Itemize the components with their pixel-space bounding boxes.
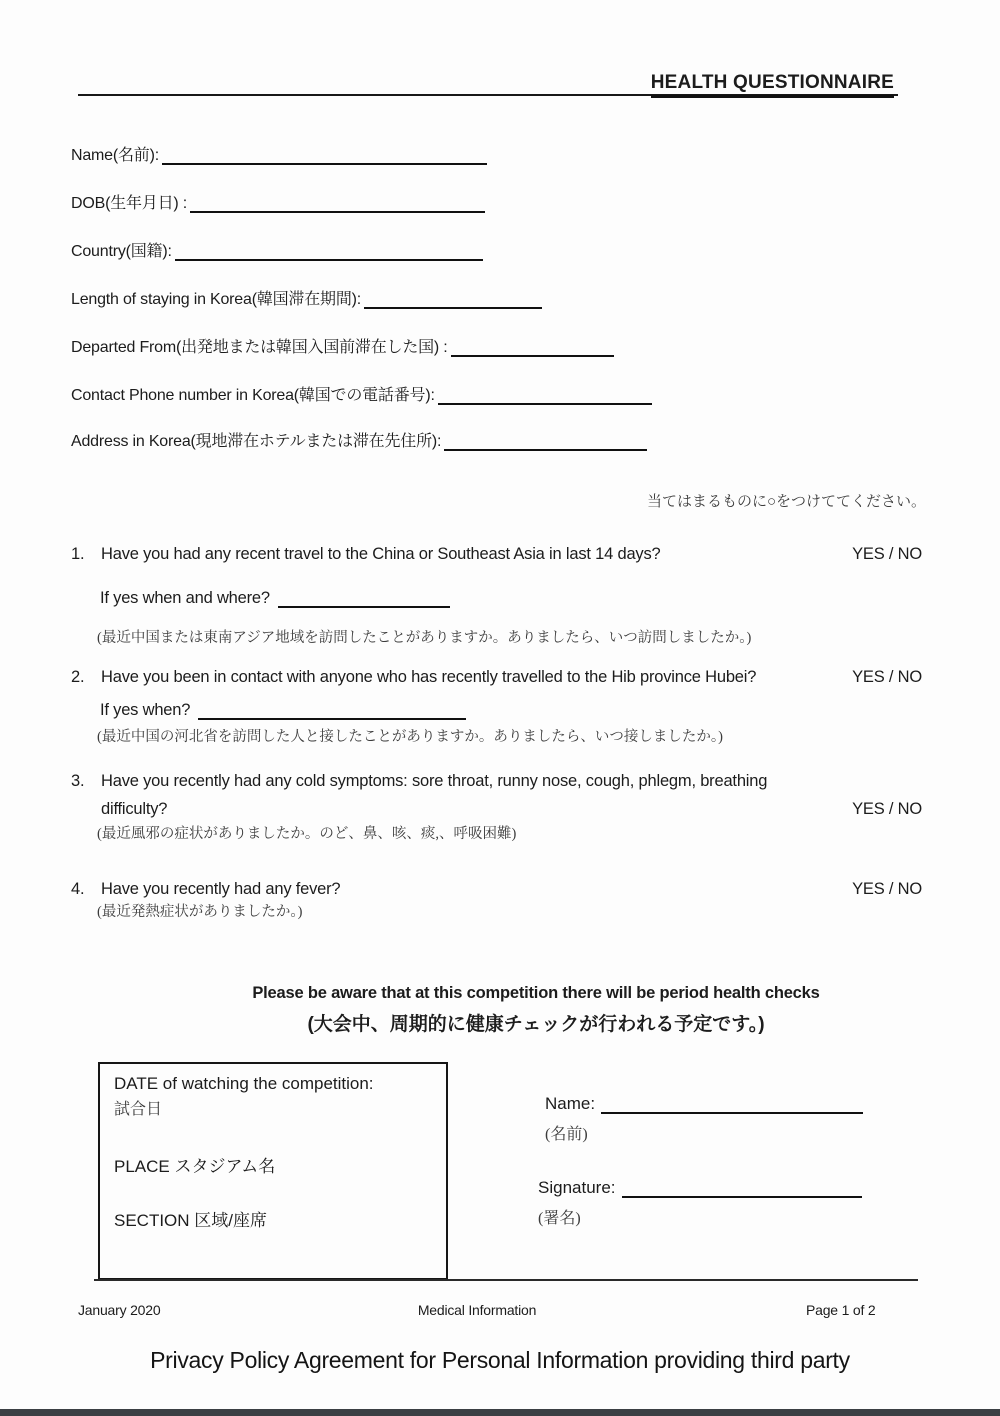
question-2-followup-label: If yes when? <box>100 701 191 719</box>
privacy-policy-title: Privacy Policy Agreement for Personal Information providing third party <box>150 1347 850 1373</box>
question-2-translation-jp: (最近中国の河北省を訪問した人と接したことがありますか。ありましたら、いつ接しましたか。) <box>97 729 723 745</box>
health-check-notice-en: Please be aware that at this competition there will be period health checks <box>252 984 820 1002</box>
length-of-stay-field-label: Length of staying in Korea(韓国滞在期間): <box>71 291 362 308</box>
health-check-notice-jp: (大会中、周期的に健康チェックが行われる予定です。) <box>307 1014 765 1035</box>
question-2-yes-no-options[interactable]: YES / NO <box>852 668 922 686</box>
question-3-yes-no-options[interactable]: YES / NO <box>852 800 922 818</box>
departed-from-input-line[interactable] <box>451 342 614 357</box>
field-row-address <box>71 428 647 451</box>
contact-phone-field-label: Contact Phone number in Korea(韓国での電話番号): <box>71 387 435 404</box>
field-row-name <box>71 142 487 165</box>
question-4-number: 4. <box>71 880 85 898</box>
length-of-stay-input-line[interactable] <box>364 294 542 309</box>
watch-date-label: DATE of watching the competition: <box>114 1074 374 1093</box>
contact-phone-input-line[interactable] <box>438 390 652 405</box>
field-row-dob <box>71 190 485 213</box>
field-row-departed-from <box>71 334 614 357</box>
signature-input-line[interactable] <box>622 1183 862 1198</box>
country-input-line[interactable] <box>175 246 483 261</box>
question-2-number: 2. <box>71 668 85 686</box>
signature-block-name-input-line[interactable] <box>601 1099 863 1114</box>
footer-page-number: Page 1 of 2 <box>806 1302 876 1318</box>
address-input-line[interactable] <box>444 436 647 451</box>
footer-rule <box>94 1279 918 1281</box>
question-1-followup <box>100 589 450 608</box>
signature-block-name-row <box>545 1094 863 1114</box>
name-input-line[interactable] <box>162 150 487 165</box>
page-title: HEALTH QUESTIONNAIRE <box>651 72 894 98</box>
question-3-number: 3. <box>71 772 85 790</box>
question-2-followup <box>100 701 466 720</box>
signature-block-signature-row <box>538 1178 862 1198</box>
footer-doc-type: Medical Information <box>417 1302 537 1318</box>
watch-info-box <box>98 1062 448 1280</box>
question-4-yes-no-options[interactable]: YES / NO <box>852 880 922 898</box>
question-1-number: 1. <box>71 545 85 563</box>
question-1-followup-input-line[interactable] <box>278 593 450 608</box>
watch-section-label: SECTION 区域/座席 <box>114 1211 268 1230</box>
question-2-text: Have you been in contact with anyone who has recently travelled to the Hib province Hubei? <box>101 668 757 686</box>
country-field-label: Country(国籍): <box>71 243 172 260</box>
signature-block-name-label: Name: <box>545 1094 596 1113</box>
watch-date-label-jp: 試合日 <box>114 1101 163 1118</box>
question-2-followup-input-line[interactable] <box>198 705 466 720</box>
departed-from-field-label: Departed From(出発地または韓国入国前滞在した国) : <box>71 339 448 356</box>
question-4 <box>71 875 924 903</box>
signature-block-name-label-jp: (名前) <box>545 1126 588 1143</box>
address-field-label: Address in Korea(現地滞在ホテルまたは滞在先住所): <box>71 433 442 450</box>
question-3-text: Have you recently had any cold symptoms: sore throat, runny nose, cough, phlegm, breathing difficulty? <box>101 772 768 818</box>
watch-place-label: PLACE スタジアム名 <box>114 1157 276 1176</box>
question-3-translation-jp: (最近風邪の症状がありましたか。のど、鼻、咳、痰,、呼吸困難) <box>97 826 517 842</box>
question-4-translation-jp: (最近発熱症状がありましたか。) <box>97 904 303 920</box>
question-3 <box>71 767 924 823</box>
circle-instruction: 当てはまるものに○をつけててください。 <box>646 494 926 510</box>
question-1-followup-label: If yes when and where? <box>100 589 270 607</box>
footer-date: January 2020 <box>78 1302 161 1318</box>
signature-block-signature-label: Signature: <box>538 1178 616 1197</box>
dob-field-label: DOB(生年月日) : <box>71 195 188 212</box>
page-bottom-scan-edge <box>0 1409 1000 1416</box>
name-field-label: Name(名前): <box>71 147 159 164</box>
field-row-length-of-stay <box>71 286 542 309</box>
field-row-contact-phone <box>71 382 652 405</box>
question-4-text: Have you recently had any fever? <box>101 880 341 898</box>
dob-input-line[interactable] <box>190 198 485 213</box>
question-1 <box>71 540 924 568</box>
question-1-translation-jp: (最近中国または東南アジア地域を訪問したことがありますか。ありましたら、いつ訪問しましたか。) <box>97 630 752 646</box>
question-1-text: Have you had any recent travel to the China or Southeast Asia in last 14 days? <box>101 545 661 563</box>
field-row-country <box>71 238 483 261</box>
question-1-yes-no-options[interactable]: YES / NO <box>852 545 922 563</box>
question-2 <box>71 663 924 691</box>
signature-block-signature-label-jp: (署名) <box>538 1210 581 1227</box>
